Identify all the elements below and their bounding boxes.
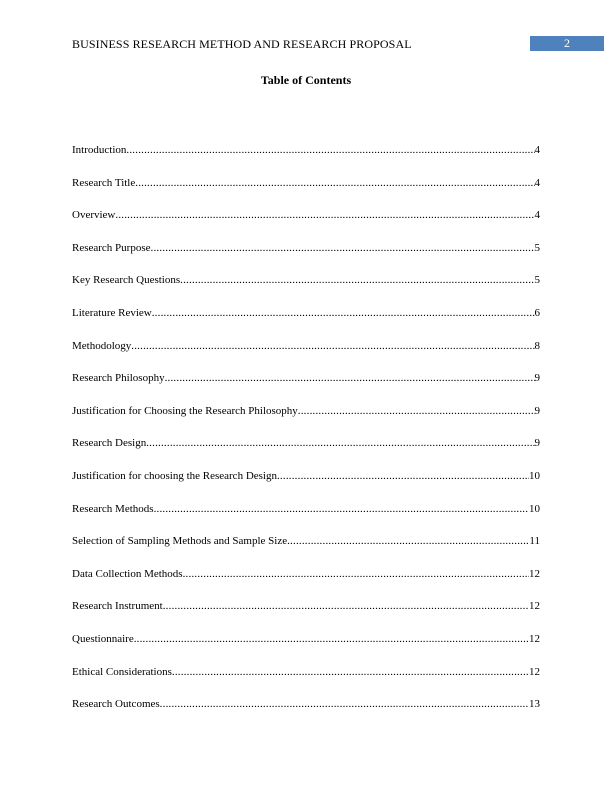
toc-entry-page: 9: [534, 372, 540, 385]
toc-entry-page: 9: [534, 437, 540, 450]
dot-leader: [160, 696, 529, 712]
dot-leader: [151, 240, 535, 256]
toc-entry-research-instrument[interactable]: [72, 598, 540, 631]
toc-entry-research-title[interactable]: [72, 175, 540, 208]
dot-leader: [131, 338, 534, 354]
toc-entry-page: 10: [529, 469, 540, 482]
toc-entry-title: Research Title: [72, 176, 136, 189]
toc-entry-title: Research Design: [72, 437, 147, 450]
toc-entry-page: 6: [534, 306, 540, 319]
toc-entry-justification-philosophy[interactable]: [72, 403, 540, 436]
toc-entry-research-design[interactable]: [72, 435, 540, 468]
toc-entry-title: Data Collection Methods: [72, 567, 183, 580]
running-head: BUSINESS RESEARCH METHOD AND RESEARCH PROPOSAL: [72, 37, 412, 51]
toc-entry-title: Research Instrument: [72, 600, 163, 613]
toc-entry-title: Questionnaire: [72, 632, 134, 645]
toc-entry-page: 5: [534, 241, 540, 254]
page-number-badge: 2: [530, 36, 604, 51]
toc-entry-page: 4: [534, 144, 540, 156]
toc-entry-title: Justification for choosing the Research Design: [72, 469, 277, 482]
toc-entry-introduction[interactable]: [72, 142, 540, 175]
dot-leader: [183, 566, 529, 582]
toc-entry-title: Overview: [72, 209, 116, 222]
toc-entry-sampling-methods[interactable]: [72, 533, 540, 566]
dot-leader: [172, 664, 529, 680]
dot-leader: [154, 501, 529, 517]
toc-entry-overview[interactable]: [72, 207, 540, 240]
toc-entry-title: Selection of Sampling Methods and Sample Size: [72, 535, 288, 548]
toc-entry-page: 9: [534, 404, 540, 417]
toc-entry-research-purpose[interactable]: [72, 240, 540, 273]
toc-entry-page: 12: [529, 632, 540, 645]
dot-leader: [115, 207, 534, 223]
dot-leader: [134, 631, 529, 647]
toc-entry-title: Research Methods: [72, 502, 154, 515]
toc-entry-ethical-considerations[interactable]: [72, 664, 540, 697]
toc-entry-page: 12: [529, 567, 540, 580]
toc-entry-key-research-questions[interactable]: [72, 272, 540, 305]
toc-entry-justification-design[interactable]: [72, 468, 540, 501]
toc-entry-methodology[interactable]: [72, 338, 540, 371]
toc-entry-page: 5: [534, 274, 540, 287]
toc-entry-title: Methodology: [72, 339, 132, 352]
toc-entry-research-outcomes[interactable]: [72, 696, 540, 729]
toc-heading: Table of Contents: [260, 73, 352, 87]
toc-entry-page: 4: [534, 176, 540, 189]
toc-entry-title: Ethical Considerations: [72, 665, 172, 678]
toc-entry-page: 10: [529, 502, 540, 515]
table-of-contents: [72, 142, 540, 729]
toc-entry-page: 11: [529, 535, 540, 548]
toc-entry-data-collection-methods[interactable]: [72, 566, 540, 599]
toc-entry-page: 13: [529, 698, 540, 711]
dot-leader: [287, 533, 529, 549]
toc-entry-title: Literature Review: [72, 306, 152, 319]
toc-entry-title: Research Philosophy: [72, 372, 165, 385]
dot-leader: [180, 272, 534, 288]
dot-leader: [152, 305, 535, 321]
toc-entry-literature-review[interactable]: [72, 305, 540, 338]
toc-entry-title: Key Research Questions: [72, 274, 181, 287]
toc-entry-research-philosophy[interactable]: [72, 370, 540, 403]
toc-entry-page: 8: [534, 339, 540, 352]
page-header: [72, 36, 570, 52]
toc-entry-title: Justification for Choosing the Research Philosophy: [72, 404, 298, 417]
toc-entry-questionnaire[interactable]: [72, 631, 540, 664]
dot-leader: [165, 370, 535, 386]
toc-entry-page: 12: [529, 600, 540, 613]
dot-leader: [135, 175, 534, 191]
dot-leader: [146, 435, 534, 451]
toc-entry-title: Research Outcomes: [72, 698, 160, 711]
toc-entry-research-methods[interactable]: [72, 501, 540, 534]
dot-leader: [126, 142, 534, 158]
dot-leader: [163, 598, 529, 614]
toc-entry-title: Introduction: [72, 144, 127, 156]
dot-leader: [298, 403, 535, 419]
dot-leader: [277, 468, 529, 484]
toc-entry-page: 4: [534, 209, 540, 222]
toc-entry-title: Research Purpose: [72, 241, 151, 254]
toc-entry-page: 12: [529, 665, 540, 678]
